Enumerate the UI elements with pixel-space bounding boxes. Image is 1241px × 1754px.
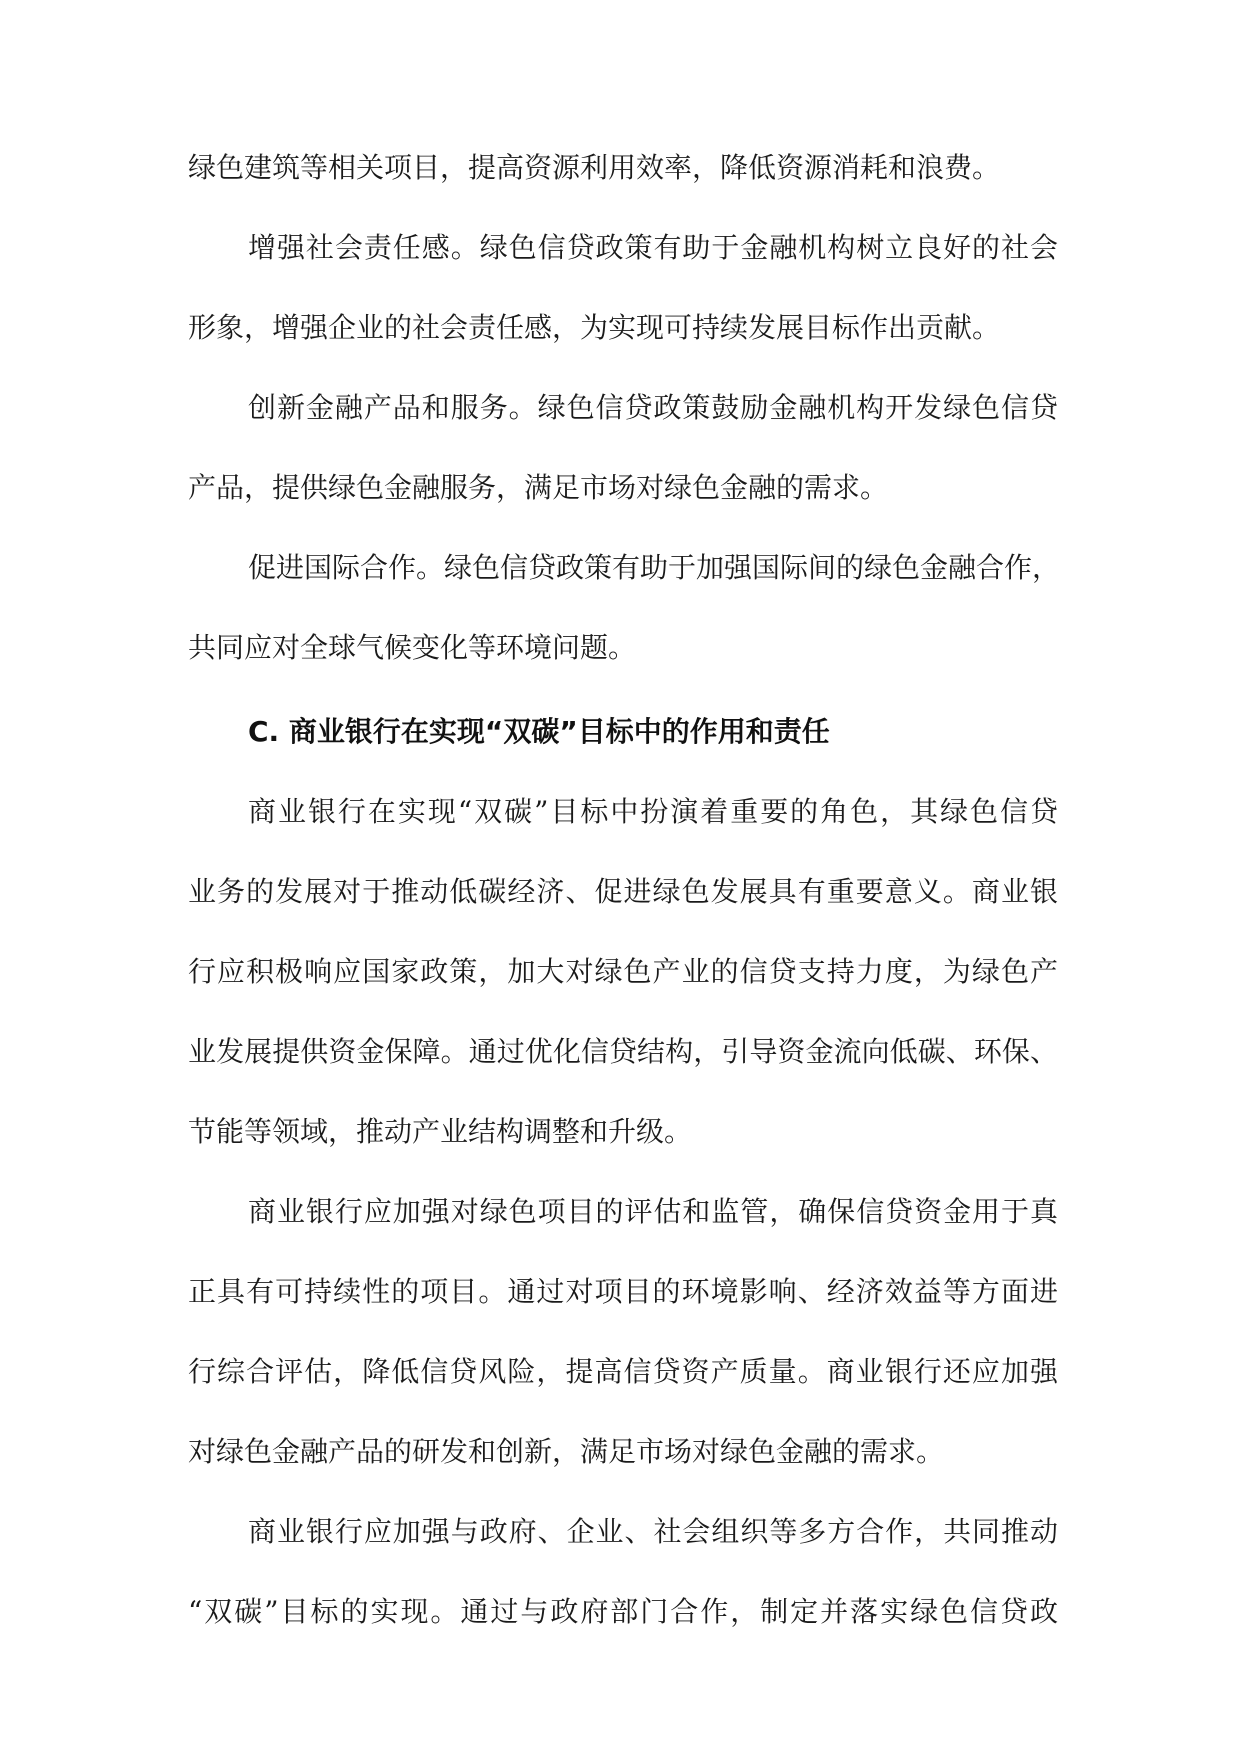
paragraph-line: 业发展提供资金保障。通过优化信贷结构，引导资金流向低碳、环保、 bbox=[188, 1035, 1058, 1068]
paragraph-line: “双碳”目标的实现。通过与政府部门合作，制定并落实绿色信贷政 bbox=[188, 1595, 1058, 1628]
paragraph-line: 共同应对全球气候变化等环境问题。 bbox=[188, 631, 637, 664]
paragraph-line: 商业银行应加强与政府、企业、社会组织等多方合作，共同推动 bbox=[248, 1515, 1058, 1548]
paragraph-line: 绿色建筑等相关项目，提高资源利用效率，降低资源消耗和浪费。 bbox=[188, 151, 1001, 184]
paragraph-line: 促进国际合作。绿色信贷政策有助于加强国际间的绿色金融合作， bbox=[248, 551, 1061, 584]
paragraph-line: 创新金融产品和服务。绿色信贷政策鼓励金融机构开发绿色信贷 bbox=[248, 391, 1058, 424]
paragraph-line: 商业银行在实现“双碳”目标中扮演着重要的角色，其绿色信贷 bbox=[248, 795, 1058, 828]
paragraph-line: 节能等领域，推动产业结构调整和升级。 bbox=[188, 1115, 693, 1148]
section-heading: C. 商业银行在实现“双碳”目标中的作用和责任 bbox=[248, 715, 830, 748]
paragraph-line: 对绿色金融产品的研发和创新，满足市场对绿色金融的需求。 bbox=[188, 1435, 945, 1468]
paragraph-line: 行综合评估，降低信贷风险，提高信贷资产质量。商业银行还应加强 bbox=[188, 1355, 1058, 1388]
paragraph-line: 行应积极响应国家政策，加大对绿色产业的信贷支持力度，为绿色产 bbox=[188, 955, 1058, 988]
paragraph-line: 产品，提供绿色金融服务，满足市场对绿色金融的需求。 bbox=[188, 471, 889, 504]
paragraph-line: 形象，增强企业的社会责任感，为实现可持续发展目标作出贡献。 bbox=[188, 311, 1001, 344]
paragraph-line: 业务的发展对于推动低碳经济、促进绿色发展具有重要意义。商业银 bbox=[188, 875, 1058, 908]
paragraph-line: 正具有可持续性的项目。通过对项目的环境影响、经济效益等方面进 bbox=[188, 1275, 1058, 1308]
paragraph-line: 增强社会责任感。绿色信贷政策有助于金融机构树立良好的社会 bbox=[248, 231, 1058, 264]
paragraph-line: 商业银行应加强对绿色项目的评估和监管，确保信贷资金用于真 bbox=[248, 1195, 1058, 1228]
